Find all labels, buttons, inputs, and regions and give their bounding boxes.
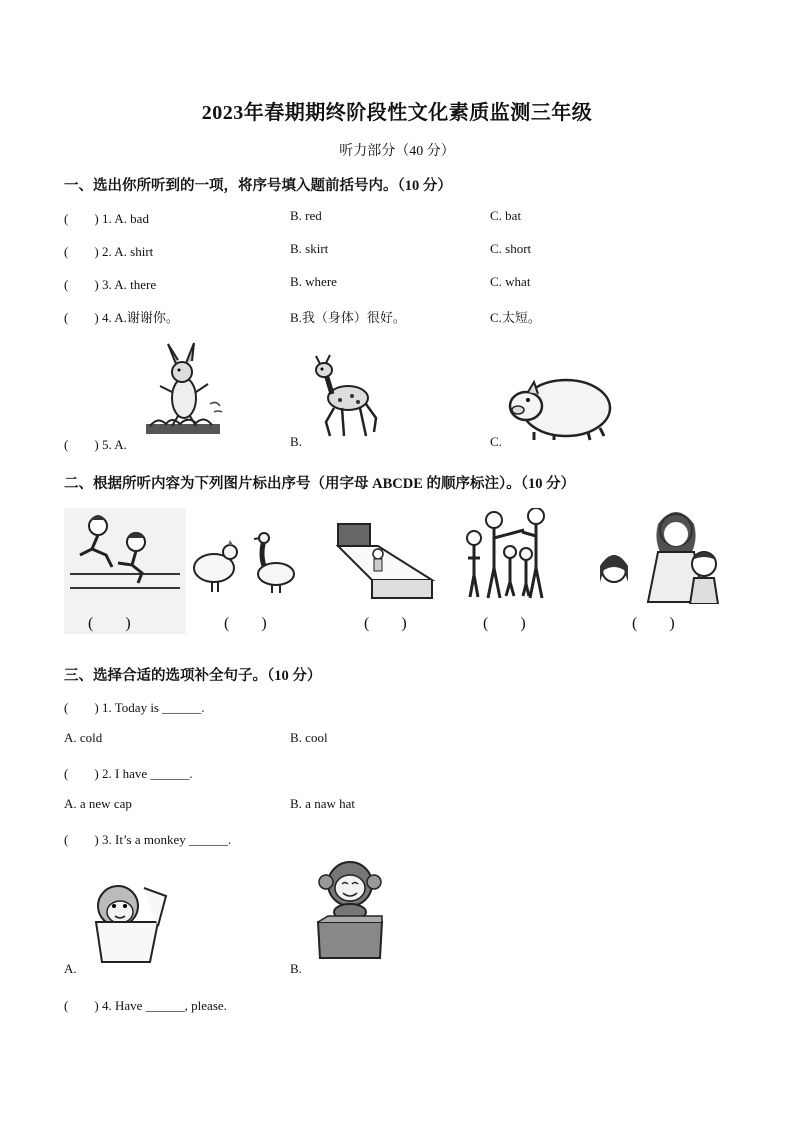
s1-q4-a: 4. A.谢谢你。: [102, 310, 179, 325]
monkey-on-box-picture: [314, 858, 386, 962]
picture-b-blank[interactable]: ( ): [224, 615, 267, 632]
page-subtitle: 听力部分（40 分）: [339, 144, 455, 159]
answer-paren[interactable]: ( ): [64, 700, 99, 715]
answer-paren[interactable]: ( ): [64, 211, 99, 226]
s3-q3: [64, 829, 231, 848]
page-title: 2023年春期期终阶段性文化素质监测三年级: [201, 102, 593, 124]
s1-q3-a: 3. A. there: [102, 277, 157, 292]
s1-q4-b: B.我（身体）很好。: [290, 310, 406, 325]
s3-q2: [64, 763, 193, 782]
picture-e-blank[interactable]: ( ): [632, 615, 675, 632]
s1-q3-b: B. where: [290, 274, 337, 289]
s1-q1-b: B. red: [290, 208, 322, 223]
s1-q5-a: 5. A.: [102, 437, 127, 452]
s1-q5-b: B.: [290, 434, 302, 449]
s1-q2: [64, 241, 153, 260]
s1-q5-c: C.: [490, 434, 502, 449]
hen-and-goose-picture: [188, 532, 298, 596]
answer-paren[interactable]: ( ): [64, 832, 99, 847]
s3-q3-text: 3. It’s a monkey ______.: [102, 832, 232, 847]
s3-q1-text: 1. Today is ______.: [102, 700, 205, 715]
s1-q4: [64, 307, 179, 326]
deer-picture: [310, 352, 382, 440]
s3-q1-b: B. cool: [290, 730, 328, 745]
answer-paren[interactable]: ( ): [64, 766, 99, 781]
s3-q2-text: 2. I have ______.: [102, 766, 193, 781]
monkey-in-box-picture: [88, 878, 172, 968]
section1-heading: 一、选出你所听到的一项，将序号填入题前括号内。（10 分）: [64, 178, 452, 194]
s1-q1-c: C. bat: [490, 208, 522, 223]
picture-c-blank[interactable]: ( ): [364, 615, 407, 632]
bed-picture: [332, 518, 436, 602]
answer-paren[interactable]: ( ): [64, 244, 99, 259]
picture-a-blank[interactable]: ( ): [88, 615, 131, 632]
answer-paren[interactable]: ( ): [64, 998, 99, 1013]
s3-q4-text: 4. Have ______, please.: [102, 998, 227, 1013]
pig-picture: [504, 374, 616, 442]
s1-q4-c: C.太短。: [490, 310, 541, 325]
teacher-and-kids-picture: [594, 508, 722, 604]
s3-q3-a: A.: [64, 961, 77, 976]
s3-q1-a: A. cold: [64, 730, 103, 745]
s1-q5: [64, 434, 127, 453]
s3-q3-b: B.: [290, 961, 302, 976]
s1-q2-a: 2. A. shirt: [102, 244, 154, 259]
s3-q1: [64, 697, 205, 716]
s1-q3-c: C. what: [490, 274, 531, 289]
s3-q2-b: B. a naw hat: [290, 796, 355, 811]
picture-d-blank[interactable]: ( ): [483, 615, 526, 632]
s1-q3: [64, 274, 156, 293]
s1-q2-c: C. short: [490, 241, 532, 256]
s1-q1-a: 1. A. bad: [102, 211, 149, 226]
answer-paren[interactable]: ( ): [64, 277, 99, 292]
s3-q4: [64, 995, 227, 1014]
section2-heading: 二、根据所听内容为下列图片标出序号（用字母 ABCDE 的顺序标注）。（10 分）: [64, 476, 576, 492]
s1-q1: [64, 208, 149, 227]
s3-q2-a: A. a new cap: [64, 796, 132, 811]
s1-q2-b: B. skirt: [290, 241, 329, 256]
family-picture: [460, 508, 556, 608]
section3-heading: 三、选择合适的选项补全句子。（10 分）: [64, 668, 322, 684]
answer-paren[interactable]: ( ): [64, 310, 99, 325]
rabbit-picture: [140, 342, 226, 438]
answer-paren[interactable]: ( ): [64, 437, 99, 452]
